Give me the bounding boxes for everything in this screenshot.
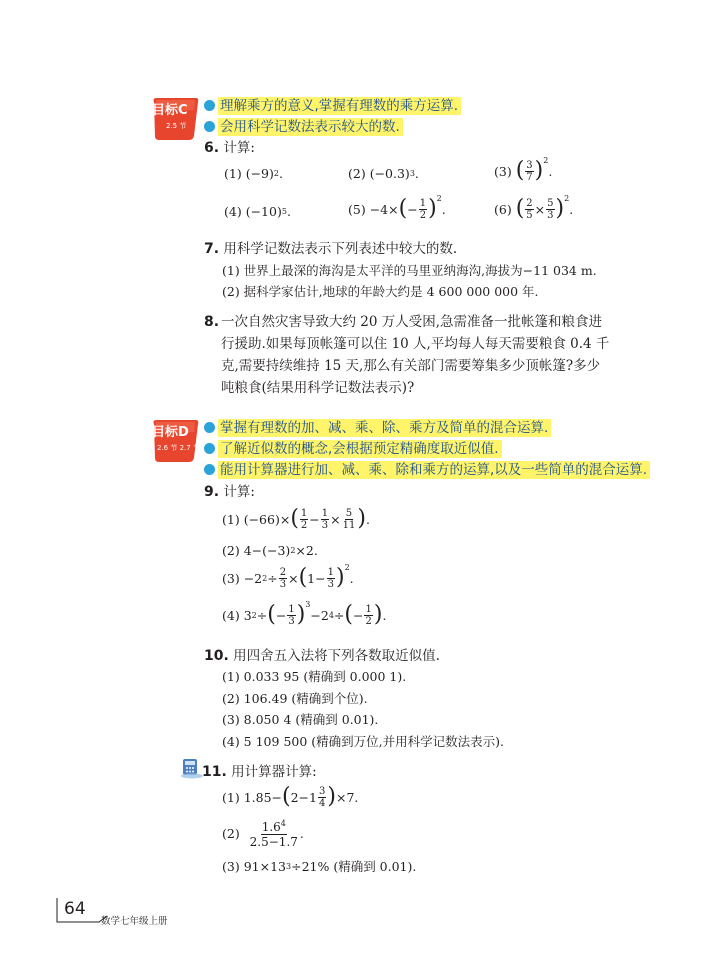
bullet-dot-icon	[204, 443, 215, 454]
q9-part-2: (2) 4−(−3) 2 ×2.	[222, 542, 318, 558]
goal-c-item-1: 理解乘方的意义,掌握有理数的乘方运算.	[204, 97, 461, 115]
goal-d-item-2: 了解近似数的概念,会根据预定精确度取近似值.	[204, 440, 502, 458]
q11-part-1: (1) 1.85− ( 2−1 $\frac{3}{4}$ ) ×7.	[222, 784, 359, 809]
q8-line-2: 行援助.如果每顶帐篷可以住 10 人,平均每人每天需要粮食 0.4 千	[221, 336, 610, 352]
q6-title: 6. 计算:	[204, 140, 255, 156]
bullet-dot-icon	[204, 100, 215, 111]
q6-part-1: (1) (−9) 2 .	[224, 165, 283, 181]
q6-part-4: (4) (−10) 5 .	[224, 203, 291, 219]
q10-line-1: (1) 0.033 95 (精确到 0.000 1).	[222, 669, 407, 684]
goal-c-badge-sub: 2.5 节	[166, 122, 187, 130]
q10-title: 10. 用四舍五入法将下列各数取近似值.	[204, 648, 440, 664]
goal-c-badge-label: 目标C	[152, 103, 188, 118]
q7-line-1: (1) 世界上最深的海沟是太平洋的马里亚纳海沟,海拔为−11 034 m.	[222, 263, 597, 278]
q11-part-3: (3) 91×13 3 ÷21% (精确到 0.01).	[222, 858, 417, 874]
goal-c-item-2: 会用科学记数法表示较大的数.	[204, 118, 403, 136]
q6-part-6: (6) ( $\frac{2}{5}$ × $\frac{5}{3}$ ) $^2$ .	[494, 194, 574, 221]
goal-d-item-1: 掌握有理数的加、减、乘、除、乘方及简单的混合运算.	[204, 419, 551, 437]
q9-part-3: (3) −2 2 ÷ $\frac{2}{3}$ × ( 1− $\frac{1}{3}$ ) $^2$ .	[222, 563, 354, 590]
q6-part-2: (2) (−0.3) 3 .	[348, 165, 419, 181]
q8-number: 8.	[204, 314, 220, 330]
q7-title: 7. 用科学记数法表示下列表述中较大的数.	[204, 241, 458, 257]
q10-line-4: (4) 5 109 500 (精确到万位,并用科学记数法表示).	[222, 734, 504, 749]
goal-d-badge-sub: 2.6 节 2.7 节	[157, 444, 200, 452]
q10-line-3: (3) 8.050 4 (精确到 0.01).	[222, 712, 379, 727]
calculator-icon	[180, 757, 204, 779]
page-number: 64	[64, 899, 86, 919]
q8-line-4: 吨粮食(结果用科学记数法表示)?	[221, 380, 415, 396]
q9-title: 9. 计算:	[204, 484, 255, 500]
q8-line-3: 克,需要持续维持 15 天,那么有关部门需要筹集多少顶帐篷?多少	[221, 358, 601, 374]
q6-part-3: (3) ( $\frac{3}{7}$ ) $^2$ .	[494, 156, 553, 183]
bullet-dot-icon	[204, 464, 215, 475]
q9-part-1: (1) (−66)× ( $\frac{1}{2}$ − $\frac{1}{3}$ × $\frac{5}{11}$ ) .	[222, 506, 370, 531]
bullet-dot-icon	[204, 121, 215, 132]
q7-line-2: (2) 据科学家估计,地球的年龄大约是 4 600 000 000 年.	[222, 284, 539, 299]
goal-d-item-3: 能用计算器进行加、减、乘、除和乘方的运算,以及一些简单的混合运算.	[204, 461, 650, 479]
q6-part-5: (5) −4× ( − $\frac{1}{2}$ ) $^2$ .	[348, 194, 446, 221]
goal-d-badge-label: 目标D	[152, 425, 189, 440]
q8-line-1: 一次自然灾害导致大约 20 万人受困,急需准备一批帐篷和粮食进	[221, 314, 603, 330]
q10-line-2: (2) 106.49 (精确到个位).	[222, 691, 368, 706]
bullet-dot-icon	[204, 422, 215, 433]
q11-title: 11. 用计算器计算:	[202, 764, 317, 780]
book-title: 数学七年级上册	[101, 916, 168, 927]
q11-part-2: (2) $\frac{1.6^4}{2.5-1.7}$ .	[222, 819, 304, 849]
q9-part-4: (4) 3 2 ÷ ( − $\frac{1}{3}$ ) $^3$ −2 4 ÷ ( − $\frac{1}{2}$ ) .	[222, 600, 387, 627]
